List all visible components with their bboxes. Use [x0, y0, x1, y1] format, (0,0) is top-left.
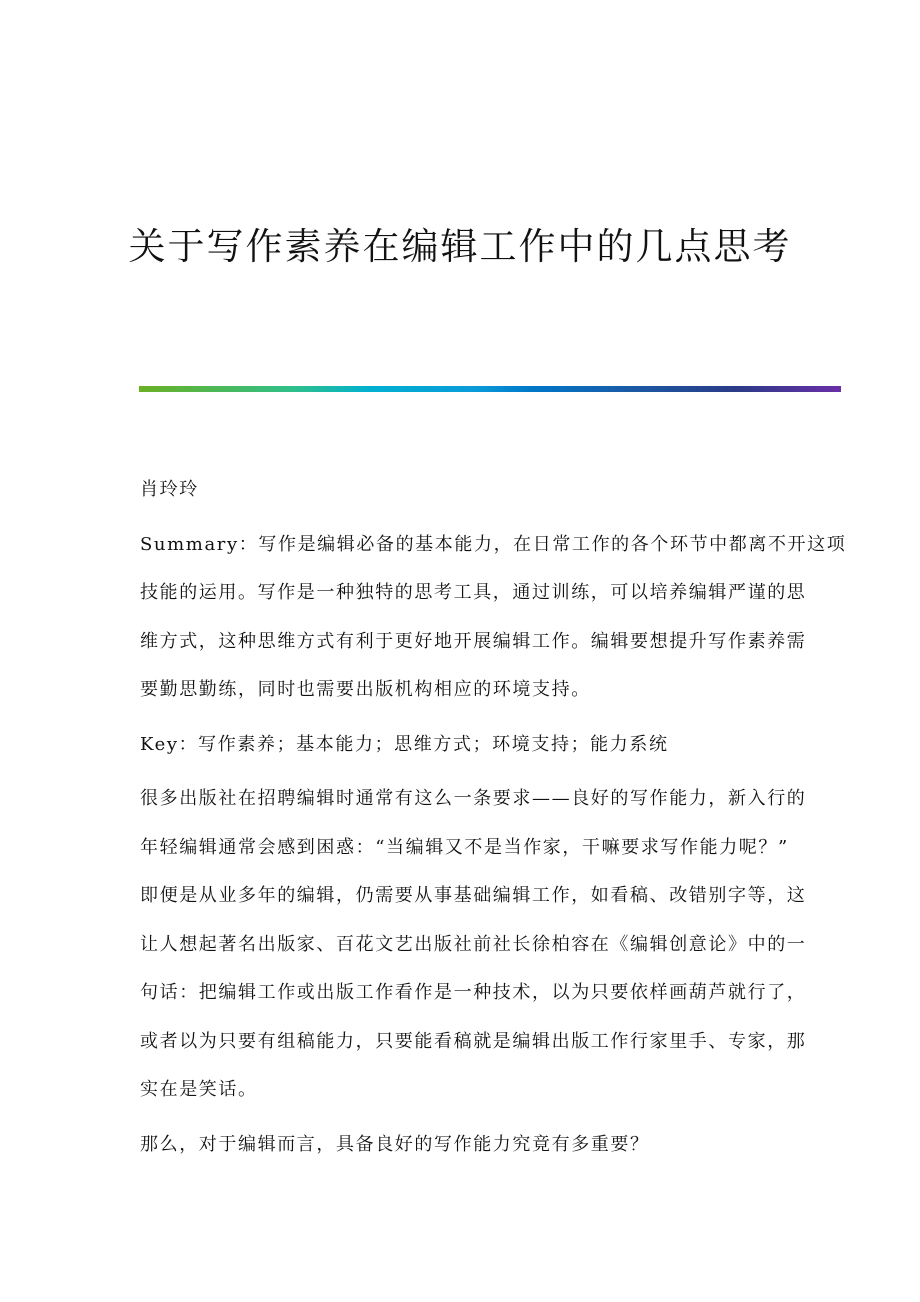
- paragraph-2: [140, 1121, 840, 1170]
- document-title: 关于写作素养在编辑工作中的几点思考: [128, 225, 792, 268]
- summary-line: Summary：写作是编辑必备的基本能力，在日常工作的各个环节中都离不开这项: [140, 533, 847, 555]
- author: [140, 466, 840, 515]
- summary-line: 技能的运用。写作是一种独特的思考工具，通过训练，可以培养编辑严谨的思: [140, 582, 807, 603]
- keywords-line: Key：写作素养；基本能力；思维方式；环境支持；能力系统: [140, 733, 669, 755]
- paragraph-line: 让人想起著名出版家、百花文艺出版社前社长徐柏容在《编辑创意论》中的一: [140, 933, 807, 955]
- paragraph-line: 即便是从业多年的编辑，仍需要从事基础编辑工作，如看稿、改错别字等，这: [140, 885, 807, 906]
- paragraph-line: 很多出版社在招聘编辑时通常有这么一条要求——良好的写作能力，新入行的: [140, 788, 807, 809]
- paragraph-line: 句话：把编辑工作或出版工作看作是一种技术，以为只要依样画葫芦就行了，: [140, 982, 807, 1003]
- paragraph-line: 或者以为只要有组稿能力，只要能看稿就是编辑出版工作行家里手、专家，那: [140, 1030, 807, 1052]
- summary-line: 维方式，这种思维方式有利于更好地开展编辑工作。编辑要想提升写作素养需: [140, 630, 807, 652]
- document-body: [140, 466, 847, 1175]
- keywords: [140, 721, 840, 770]
- author-name: 肖玲玲: [140, 479, 199, 500]
- gradient-divider: [139, 386, 841, 392]
- paragraph-line: 那么，对于编辑而言，具备良好的写作能力究竟有多重要？: [140, 1133, 650, 1155]
- summary-line: 要勤思勤练，同时也需要出版机构相应的环境支持。: [140, 679, 591, 700]
- paragraph-line: 年轻编辑通常会感到困惑：“当编辑又不是当作家，干嘛要求写作能力呢？”: [140, 836, 789, 858]
- summary: [140, 521, 847, 715]
- paragraph-1: [140, 775, 840, 1115]
- paragraph-line: 实在是笑话。: [140, 1079, 258, 1100]
